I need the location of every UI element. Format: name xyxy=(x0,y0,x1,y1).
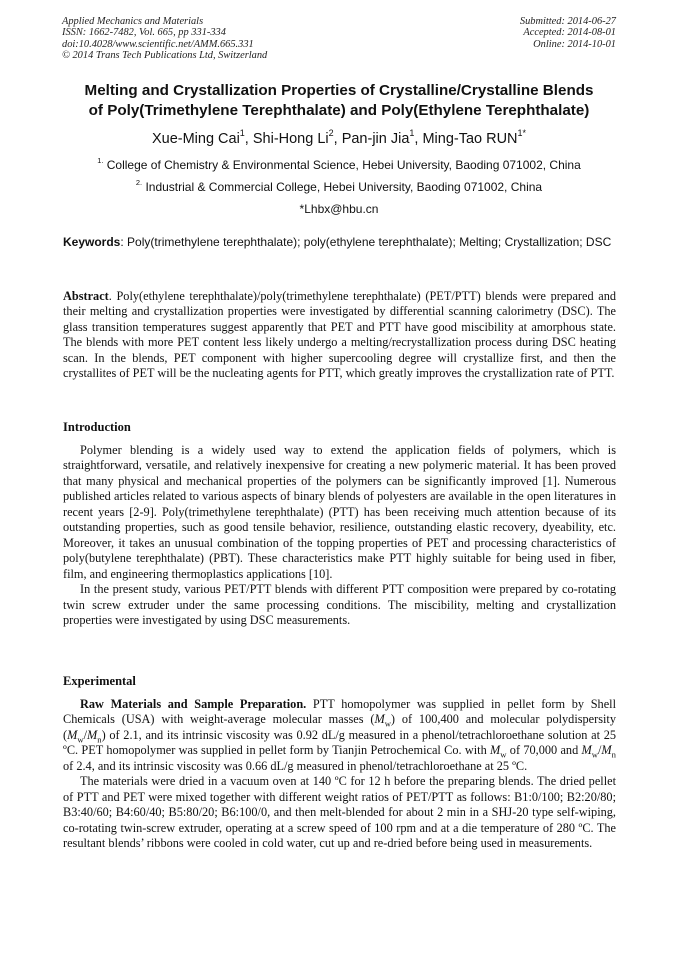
journal-header-left xyxy=(62,16,267,62)
author-name: Pan-jin Jia xyxy=(341,131,410,147)
author-affiliation-mark: 1* xyxy=(517,127,527,138)
paragraph-text: PTT homopolymer was supplied in pellet form by Shell Chemicals (USA) with weight-average molecular masses ( xyxy=(63,697,616,727)
mw-subscript: w xyxy=(500,749,507,760)
author-name: Xue-Ming Cai xyxy=(151,131,240,147)
author-separator: , xyxy=(244,131,253,147)
abstract-paragraph xyxy=(63,289,616,382)
mw-symbol: M xyxy=(490,743,501,758)
introduction-paragraph-1: Polymer blending is a widely used way to extend the application fields of polymers, which is straightforward, versatile, and relatively inexpensive for creating a new polymeric material. It has been proved that many physical and mechanical properties of the polymers can be significantly improved [1]. Numerous published articles related to various aspects of binary blends of polyesters are available in the open literatures in recent years [2-9]. Poly(trimethylene terephthalate) (PTT) has been receiving much attention because of its outstanding properties, such as good tensile behavior, resilience, outstanding elastic recovery, dyeability, etc. Moreover, it takes an unusual combination of the topping properties of PET and processing characteristics of poly(butylene terephthalate) (PBT). These characteristics make PTT highly suitable for being used in fiber, film, and engineering thermoplastics applications [10]. xyxy=(63,443,616,581)
introduction-heading: Introduction xyxy=(63,420,131,434)
keywords-block xyxy=(63,235,616,251)
paragraph-text: of 2.4, and its intrinsic viscosity was 0.66 dL/g measured in phenol/tetrachloroethane at 25 ºC. xyxy=(63,758,528,773)
mn-subscript: n xyxy=(97,734,102,745)
issn-line: ISSN: 1662-7482, Vol. 665, pp 331-334 xyxy=(62,27,226,39)
author-affiliation-mark: 1 xyxy=(409,127,415,138)
accepted-date: Accepted: 2014-08-01 xyxy=(523,27,616,39)
copyright-line: © 2014 Trans Tech Publications Ltd, Switzerland xyxy=(62,50,268,62)
journal-header-right xyxy=(520,16,616,50)
author-separator: , xyxy=(333,131,342,147)
mn-symbol: M xyxy=(87,727,98,742)
paragraph-text: ) of 100,400 and molecular polydispersity ( xyxy=(63,712,616,742)
introduction-paragraph-2: In the present study, various PET/PTT blends with different PTT composition were prepared by co-rotating twin screw extruder under the same processing conditions. The miscibility, melting and crystallization properties were investigated by using DSC measurements. xyxy=(63,582,616,627)
mn-symbol: M xyxy=(601,743,612,758)
author-affiliation-mark: 1 xyxy=(239,127,245,138)
author-name: Ming-Tao RUN xyxy=(422,131,518,147)
online-date: Online: 2014-10-01 xyxy=(533,38,616,50)
mw-symbol: M xyxy=(581,743,592,758)
experimental-heading: Experimental xyxy=(63,674,136,688)
paragraph-text: of 70,000 and xyxy=(506,743,582,758)
affiliation-1 xyxy=(40,155,638,173)
abstract-block xyxy=(63,289,616,382)
mw-subscript: w xyxy=(77,734,84,745)
keywords-text: : Poly(trimethylene terephthalate); poly(ethylene terephthalate); Melting; Crystallization; DSC xyxy=(120,235,612,249)
author-separator: , xyxy=(414,131,423,147)
author-name: Shi-Hong Li xyxy=(252,131,329,147)
affiliation-2 xyxy=(40,177,638,195)
title-line-1: Melting and Crystallization Properties of Crystalline/Crystalline Blends xyxy=(84,82,594,99)
mw-symbol: M xyxy=(374,712,385,727)
introduction-section xyxy=(63,443,616,628)
affiliation-mark: 2. xyxy=(135,177,143,187)
mw-subscript: w xyxy=(591,749,598,760)
paragraph-text: ) of 2.1, and its intrinsic viscosity was 0.92 dL/g measured in a phenol/tetrachloroethane solution at 25 ºC. PET homopolymer was supplied in pellet form by Tianjin Petrochemical Co. with xyxy=(63,727,616,758)
ratio-slash: / xyxy=(598,743,602,758)
mw-symbol: M xyxy=(67,727,78,742)
experimental-section xyxy=(63,697,616,852)
author-affiliation-mark: 2 xyxy=(328,127,334,138)
abstract-text: . Poly(ethylene terephthalate)/poly(trimethylene terephthalate) (PET/PTT) blends were prepared and their melting and crystallization properties were investigated by differential scanning calorimetry (DSC). The glass transition temperatures suggest apparently that PET and PTT have good miscibility at amorphous state. The blends with more PET content less likely undergo a melting/recrystallization process during DSC heating scan. In the blends, PET component with higher supercooling degree will crystallize first, and then the crystallites of PET will be the nucleating agents for PTT, which greatly improves the crystallization rate of PTT. xyxy=(63,289,616,381)
mw-subscript: w xyxy=(384,718,391,729)
affiliation-text: Industrial & Commercial College, Hebei University, Baoding 071002, China xyxy=(145,180,543,194)
affiliation-mark: 1. xyxy=(97,155,104,165)
subsection-lead: Raw Materials and Sample Preparation. xyxy=(80,697,307,711)
author-list xyxy=(40,127,638,148)
experimental-paragraph-1 xyxy=(63,697,616,774)
corresponding-email: *Lhbx@hbu.cn xyxy=(299,202,379,216)
paper-title xyxy=(40,81,638,120)
ratio-slash: / xyxy=(83,727,87,742)
abstract-label: Abstract xyxy=(63,289,109,303)
affiliation-text: College of Chemistry & Environmental Science, Hebei University, Baoding 071002, China xyxy=(106,158,581,172)
keywords-label: Keywords xyxy=(63,235,121,249)
experimental-paragraph-2: The materials were dried in a vacuum oven at 140 ºC for 12 h before the preparing blends. The dried pellet of PTT and PET were mixed together with different weight ratios of PET/PTT as follows: B1:0/100; B2:20/80; B3:40/60; B4:60/40; B5:80/20; B6:100/0, and then melt-blended for about 2 min in a SHJ-20 type self-wiping, co-rotating twin-screw extruder, operating at a screw speed of 100 rpm and at a die temperature of 280 ºC. The resultant blends’ ribbons were cooled in cold water, cut up and re-dried before being used in measurements. xyxy=(63,774,616,851)
submitted-date: Submitted: 2014-06-27 xyxy=(519,16,616,27)
doi-line: doi:10.4028/www.scientific.net/AMM.665.331 xyxy=(62,38,254,50)
title-line-2: of Poly(Trimethylene Terephthalate) and Poly(Ethylene Terephthalate) xyxy=(88,101,590,119)
mn-subscript: n xyxy=(611,749,616,760)
journal-name: Applied Mechanics and Materials xyxy=(62,16,204,27)
